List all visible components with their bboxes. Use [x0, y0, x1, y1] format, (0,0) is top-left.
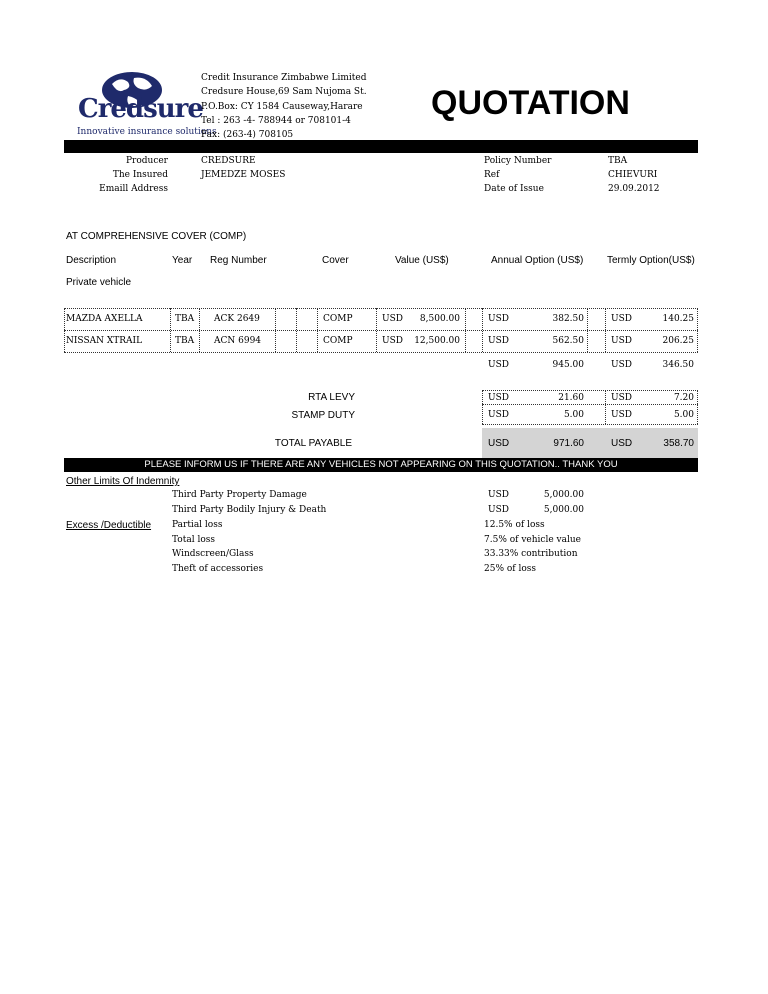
excess-value: 25% of loss [484, 564, 537, 574]
limit-label: Third Party Property Damage [172, 490, 307, 500]
excess-value: 7.5% of vehicle value [484, 535, 581, 545]
termly-premium: 206.25 [662, 336, 694, 346]
termly-currency: USD [611, 438, 633, 449]
notice-bar [64, 458, 698, 472]
termly-currency: USD [611, 360, 632, 370]
annual-levy: 21.60 [558, 393, 584, 403]
col-cover: Cover [322, 255, 349, 266]
annual-subtotal: 945.00 [552, 360, 584, 370]
company-line: P.O.Box: CY 1584 Causeway,Harare [201, 101, 363, 112]
table-border [64, 308, 65, 352]
excess-label: Theft of accessories [172, 564, 264, 574]
cover-title: AT COMPREHENSIVE COVER (COMP) [66, 231, 247, 242]
excess-value: 12.5% of loss [484, 520, 545, 530]
col-year: Year [172, 255, 193, 266]
excess-value: 33.33% contribution [484, 549, 578, 559]
annual-currency: USD [488, 410, 509, 420]
termly-subtotal: 346.50 [662, 360, 694, 370]
page-title: QUOTATION [431, 84, 630, 122]
table-border [376, 308, 377, 352]
table-border [199, 308, 200, 352]
limit-label: Third Party Bodily Injury & Death [172, 505, 327, 515]
limit-currency: USD [488, 490, 509, 500]
termly-total: 358.70 [663, 438, 694, 449]
table-border [64, 352, 698, 353]
annual-currency: USD [488, 336, 509, 346]
table-border [482, 424, 698, 425]
vehicle-reg: ACN 6994 [214, 336, 262, 346]
col-reg: Reg Number [210, 255, 267, 266]
vehicle-year: TBA [175, 336, 195, 346]
vehicle-reg: ACK 2649 [214, 314, 260, 324]
table-border [605, 390, 606, 424]
table-border [482, 404, 698, 405]
info-value-insured: JEMEDZE MOSES [201, 170, 286, 180]
termly-currency: USD [611, 314, 632, 324]
annual-total: 971.60 [553, 438, 584, 449]
limit-value: 5,000.00 [543, 505, 584, 515]
value-currency: USD [382, 314, 403, 324]
limits-heading: Other Limits Of Indemnity [66, 476, 180, 487]
termly-currency: USD [611, 336, 632, 346]
table-border [64, 330, 698, 331]
col-value: Value (US$) [395, 255, 449, 266]
table-border [296, 308, 297, 352]
info-value-date: 29.09.2012 [608, 184, 660, 194]
vehicle-class: Private vehicle [66, 277, 132, 288]
termly-currency: USD [611, 410, 632, 420]
table-border [64, 308, 698, 309]
table-border [605, 308, 606, 352]
annual-currency: USD [488, 314, 509, 324]
info-label-ref: Ref [484, 170, 500, 180]
levy-label: STAMP DUTY [291, 410, 355, 421]
termly-levy: 7.20 [673, 393, 694, 403]
value-currency: USD [382, 336, 403, 346]
vehicle-value: 12,500.00 [414, 336, 460, 346]
excess-label: Total loss [172, 535, 215, 545]
info-label-insured: The Insured [112, 170, 168, 180]
info-label-email: Emaill Address [99, 184, 168, 194]
excess-heading: Excess /Deductible [66, 520, 152, 531]
table-border [465, 308, 466, 352]
vehicle-cover: COMP [323, 314, 353, 324]
header-divider [64, 140, 698, 153]
table-border [317, 308, 318, 352]
annual-currency: USD [488, 360, 509, 370]
table-border [170, 308, 171, 352]
table-border [275, 308, 276, 352]
levy-label: RTA LEVY [308, 392, 355, 403]
annual-levy: 5.00 [563, 410, 584, 420]
company-line: Credit Insurance Zimbabwe Limited [201, 73, 367, 83]
annual-currency: USD [488, 393, 509, 403]
col-description: Description [66, 255, 117, 266]
company-line: Tel : 263 -4- 788944 or 708101-4 [201, 115, 351, 126]
termly-premium: 140.25 [662, 314, 694, 324]
table-border [587, 308, 588, 352]
termly-levy: 5.00 [673, 410, 694, 420]
annual-currency: USD [488, 438, 510, 449]
logo-wordmark: Credsure [78, 94, 203, 124]
excess-label: Windscreen/Glass [172, 549, 254, 559]
annual-premium: 562.50 [552, 336, 584, 346]
limit-value: 5,000.00 [543, 490, 584, 500]
info-value-policy: TBA [608, 156, 628, 166]
company-line: Fax: (263-4) 708105 [201, 130, 294, 141]
table-border [697, 308, 698, 352]
logo-tagline: Innovative insurance solutions [77, 127, 217, 137]
limit-currency: USD [488, 505, 509, 515]
vehicle-value: 8,500.00 [419, 314, 460, 324]
termly-currency: USD [611, 393, 632, 403]
vehicle-description: NISSAN XTRAIL [66, 336, 143, 346]
table-border [697, 390, 698, 424]
info-label-producer: Producer [125, 156, 168, 166]
company-address [201, 71, 367, 142]
table-border [482, 308, 483, 352]
vehicle-year: TBA [175, 314, 195, 324]
col-annual: Annual Option (US$) [491, 255, 584, 266]
info-value-ref: CHIEVURI [608, 170, 658, 180]
info-value-producer: CREDSURE [201, 156, 256, 166]
excess-label: Partial loss [172, 520, 223, 530]
total-label: TOTAL PAYABLE [274, 438, 352, 449]
info-label-date: Date of Issue [484, 184, 544, 194]
table-border [482, 390, 483, 424]
info-label-policy: Policy Number [484, 156, 552, 166]
company-line: Credsure House,69 Sam Nujoma St. [201, 87, 367, 98]
vehicle-description: MAZDA AXELLA [66, 314, 143, 324]
annual-premium: 382.50 [552, 314, 584, 324]
col-termly: Termly Option(US$) [607, 255, 695, 266]
table-border [482, 390, 698, 391]
vehicle-cover: COMP [323, 336, 353, 346]
notice-text: PLEASE INFORM US IF THERE ARE ANY VEHICLES NOT APPEARING ON THIS QUOTATION.. THANK YOU [144, 459, 618, 470]
